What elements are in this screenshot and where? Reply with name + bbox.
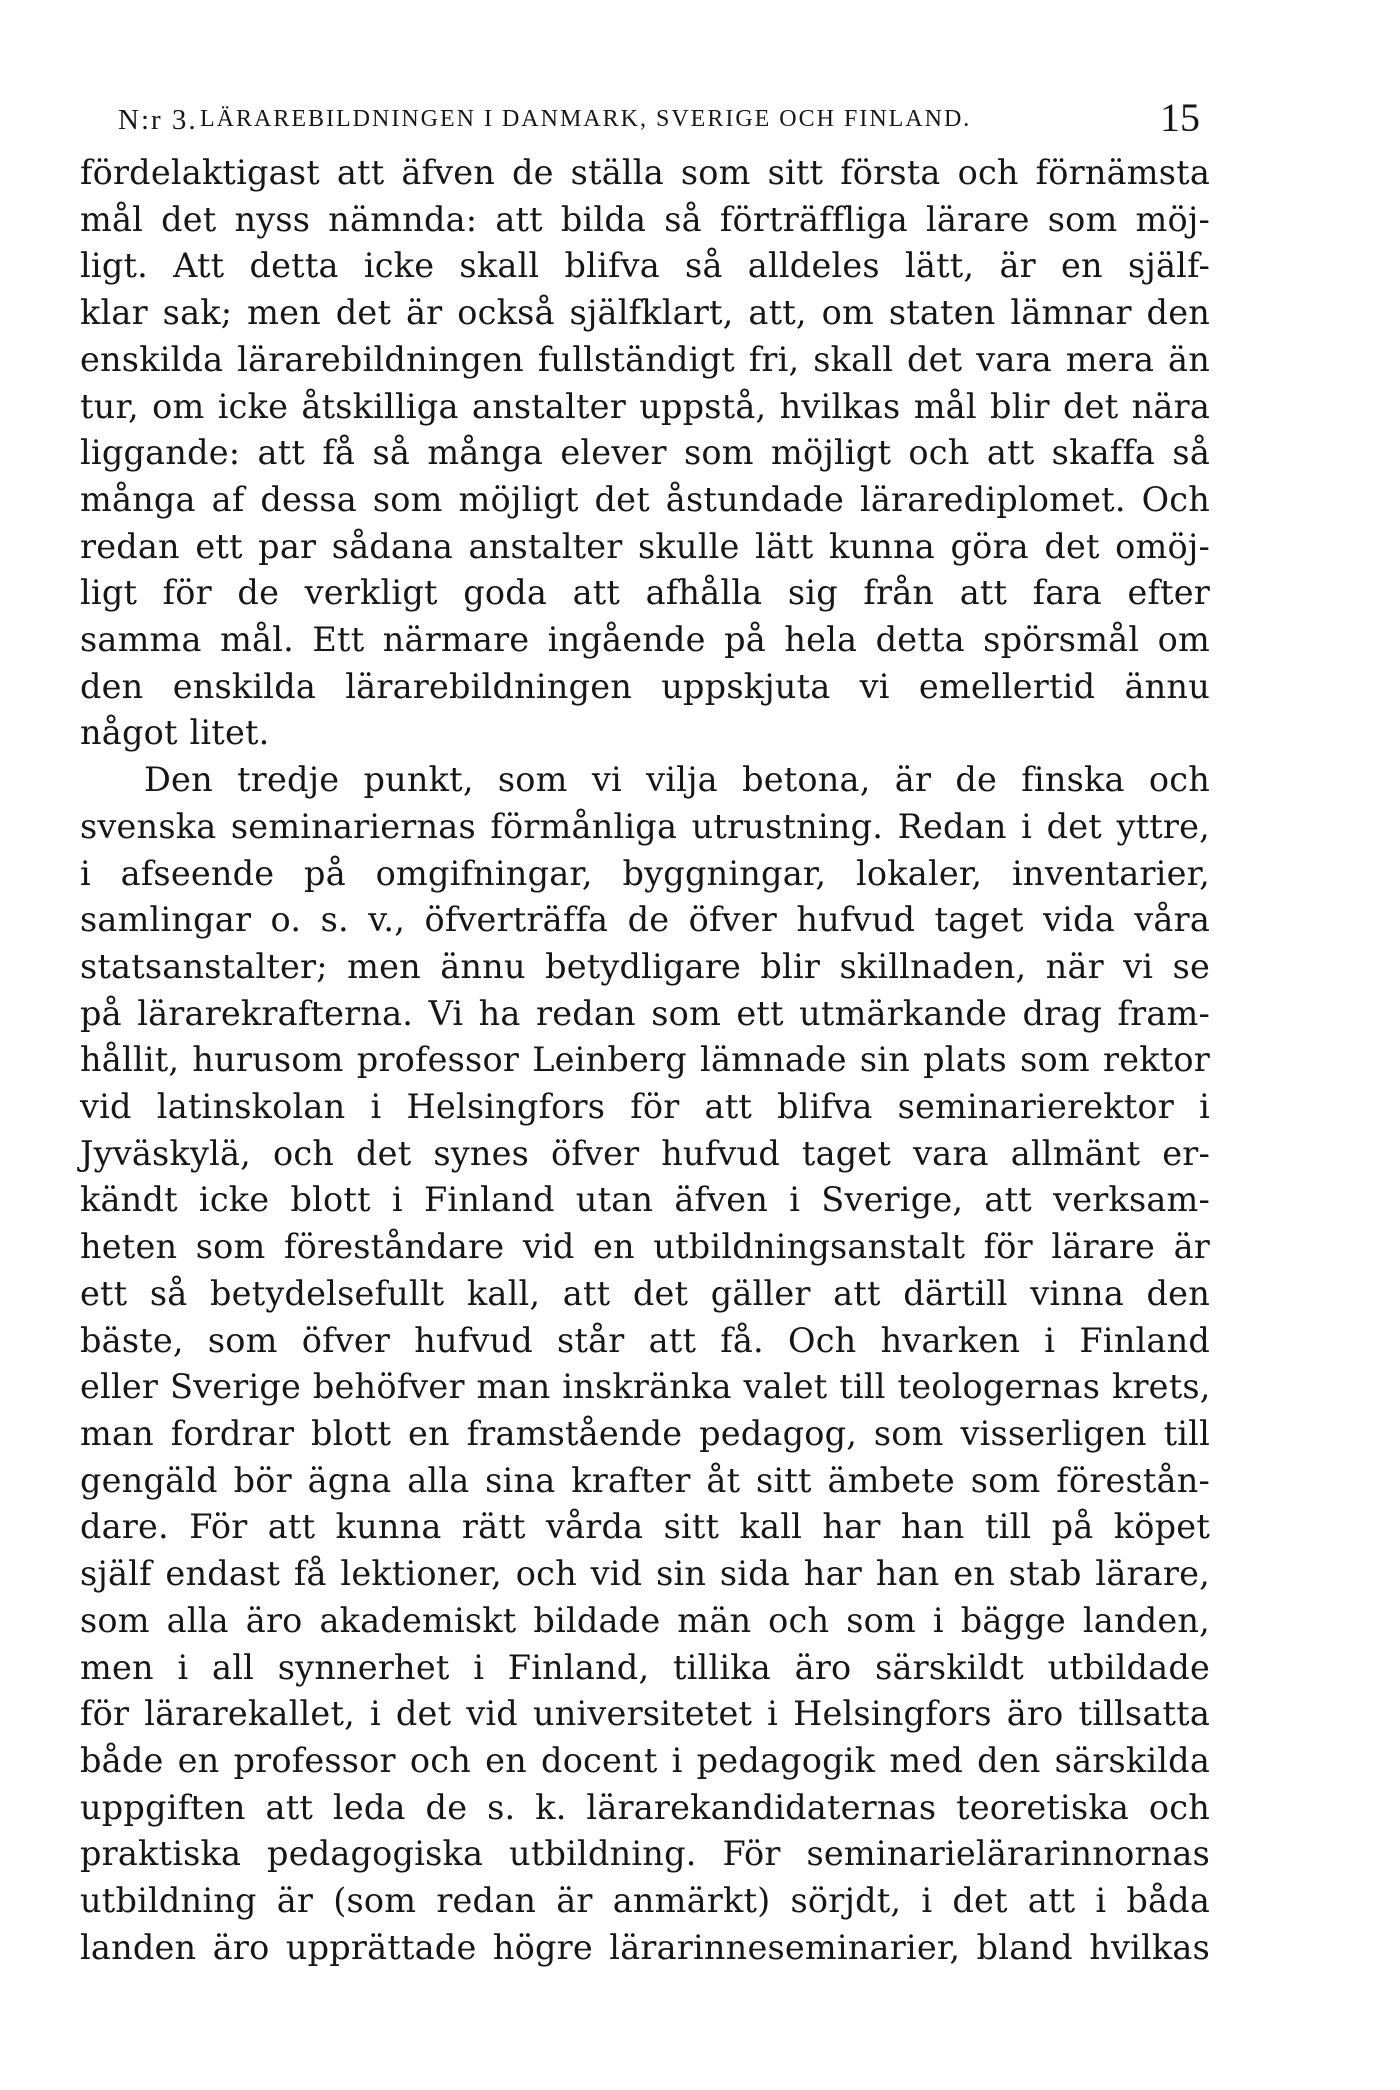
text-line: dare. För att kunna rätt vårda sitt kall har han till på köpet	[80, 1507, 1210, 1547]
text-line: utbildning är (som redan är anmärkt) sörjdt, i det att i båda	[80, 1881, 1210, 1921]
text-line: kändt icke blott i Finland utan äfven i Sverige, att verksam-	[80, 1180, 1210, 1220]
text-line: Jyväskylä, och det synes öfver hufvud taget vara allmänt er-	[80, 1133, 1210, 1173]
text-line: både en professor och en docent i pedagogik med den särskilda	[80, 1740, 1210, 1780]
text-line: på lärarekrafterna. Vi ha redan som ett utmärkande drag fram-	[80, 993, 1210, 1033]
text-line: som alla äro akademiskt bildade män och som i bägge landen,	[80, 1600, 1210, 1640]
text-line: redan ett par sådana anstalter skulle lätt kunna göra det omöj-	[80, 526, 1210, 566]
text-line: man fordrar blott en framstående pedagog, som visserligen till	[80, 1413, 1210, 1453]
text-line: för lärarekallet, i det vid universitetet i Helsingfors äro tillsatta	[80, 1694, 1210, 1734]
text-line: statsanstalter; men ännu betydligare blir skillnaden, när vi se	[80, 946, 1210, 986]
text-line: praktiska pedagogiska utbildning. För seminarielärarinnornas	[80, 1834, 1210, 1874]
text-line: men i all synnerhet i Finland, tillika äro särskildt utbildade	[80, 1647, 1210, 1687]
page-number: 15	[1160, 95, 1200, 140]
text-line: eller Sverige behöfver man inskränka valet till teologernas krets,	[80, 1367, 1211, 1407]
text-line: bäste, som öfver hufvud står att få. Och hvarken i Finland	[80, 1320, 1210, 1360]
text-line: många af dessa som möjligt det åstundade lärarediplomet. Och	[80, 479, 1210, 519]
text-line: heten som föreståndare vid en utbildningsanstalt för lärare är	[80, 1227, 1210, 1267]
text-line: ligt för de verkligt goda att afhålla sig från att fara efter	[80, 573, 1210, 613]
text-line: Den tredje punkt, som vi vilja betona, är de finska och	[144, 760, 1210, 800]
text-line: ligt. Att detta icke skall blifva så alldeles lätt, är en själf-	[80, 246, 1210, 286]
paragraph-1	[80, 150, 1210, 757]
text-line: liggande: att få så många elever som möjligt och att skaffa så	[80, 433, 1210, 473]
text-line: svenska seminariernas förmånliga utrustning. Redan i det yttre,	[80, 806, 1210, 846]
text-line: ett så betydelsefullt kall, att det gäller att därtill vinna den	[80, 1273, 1210, 1313]
text-line: i afseende på omgifningar, byggningar, lokaler, inventarier,	[80, 853, 1210, 893]
text-line: hållit, hurusom professor Leinberg lämnade sin plats som rektor	[80, 1040, 1210, 1080]
text-line: uppgiften att leda de s. k. lärarekandidaternas teoretiska och	[80, 1787, 1210, 1827]
text-line: enskilda lärarebildningen fullständigt fri, skall det vara mera än	[80, 339, 1210, 379]
text-line: själf endast få lektioner, och vid sin sida har han en stab lärare,	[80, 1554, 1210, 1594]
text-line: klar sak; men det är också själfklart, att, om staten lämnar den	[80, 293, 1210, 333]
running-title: LÄRAREBILDNINGEN I DANMARK, SVERIGE OCH FINLAND.	[200, 106, 972, 132]
issue-number: N:r 3.	[118, 104, 198, 136]
text-line: fördelaktigast att äfven de ställa som sitt första och förnämsta	[80, 153, 1210, 192]
running-head	[80, 90, 1210, 150]
text-line: samma mål. Ett närmare ingående på hela detta spörsmål om	[80, 620, 1210, 660]
text-line: vid latinskolan i Helsingfors för att blifva seminarierektor i	[80, 1087, 1210, 1127]
paragraph-2	[80, 757, 1210, 1971]
text-line: landen äro upprättade högre lärarinneseminarier, bland hvilkas	[80, 1927, 1210, 1967]
text-line: samlingar o. s. v., öfverträffa de öfver hufvud taget vida våra	[80, 900, 1210, 940]
text-line: gengäld bör ägna alla sina krafter åt sitt ämbete som förestån-	[80, 1460, 1210, 1500]
text-line: något litet.	[80, 713, 270, 753]
page	[80, 90, 1210, 1971]
text-line: tur, om icke åtskilliga anstalter uppstå, hvilkas mål blir det nära	[80, 386, 1210, 426]
text-line: den enskilda lärarebildningen uppskjuta vi emellertid ännu	[80, 666, 1210, 706]
text-line: mål det nyss nämnda: att bilda så förträffliga lärare som möj-	[80, 199, 1210, 239]
